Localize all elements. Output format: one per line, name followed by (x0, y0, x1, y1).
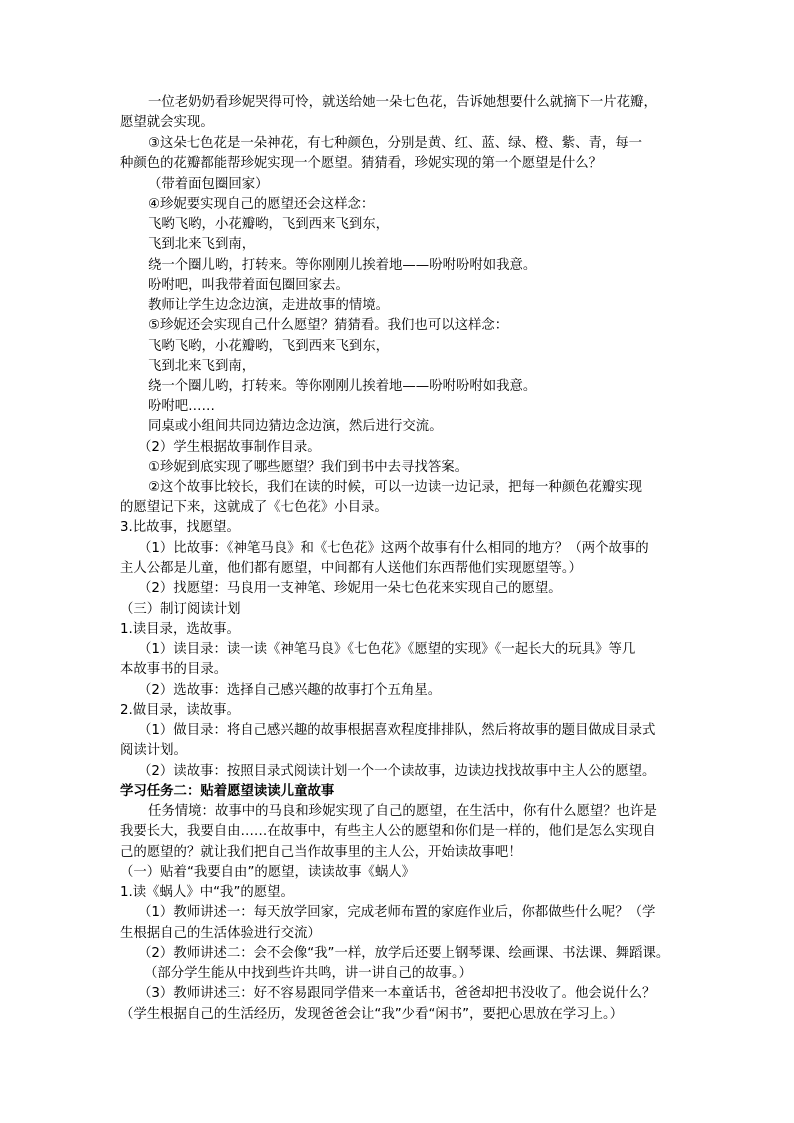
text-line: （2）教师讲述二：会不会像“我”一样，放学后还要上钢琴课、绘画课、书法课、舞蹈课。 (138, 946, 670, 961)
text-line: 飞到北来飞到南， (148, 237, 256, 252)
text-line: （2）找愿望：马良用一支神笔、珍妮用一朵七色花来实现自己的愿望。 (138, 581, 562, 596)
text-line: （学生根据自己的生活经历，发现爸爸会让“我”少看“闲书”，要把心思放在学习上。） (120, 1007, 624, 1022)
text-line: （部分学生能从中找到些许共鸣，讲一讲自己的故事。） (144, 966, 473, 981)
text-line: 绕一个圈儿哟，打转来。等你刚刚儿挨着地——吩咐吩咐如我意。 (148, 379, 537, 394)
text-line: 吩咐吧…… (148, 399, 215, 414)
text-line: （三）制订阅读计划 (120, 602, 241, 617)
text-line: 一位老奶奶看珍妮哭得可怜，就送给她一朵七色花，告诉她想要什么就摘下一片花瓣， (148, 95, 657, 110)
text-line: ③这朵七色花是一朵神花，有七种颜色，分别是黄、红、蓝、绿、橙、紫、青，每一 (148, 136, 643, 151)
section-heading: 学习任务二：贴着愿望读读儿童故事 (120, 784, 335, 799)
text-line: 己的愿望的？就让我们把自己当作故事里的主人公，开始读故事吧！ (120, 845, 522, 860)
text-line: （带着面包圈回家） (148, 177, 269, 192)
text-line: （1）读目录：读一读《神笔马良》《七色花》《愿望的实现》《一起长大的玩具》等几 (138, 642, 636, 657)
text-line: 同桌或小组间共同边猜边念边演，然后进行交流。 (148, 419, 443, 434)
text-line: 3.比故事，找愿望。 (120, 520, 240, 535)
text-line: 任务情境：故事中的马良和珍妮实现了自己的愿望，在生活中，你有什么愿望？也许是 (148, 804, 657, 819)
text-line: ⑤珍妮还会实现自己什么愿望？猜猜看。我们也可以这样念： (148, 318, 509, 333)
text-line: 主人公都是儿童，他们都有愿望，中间都有人送他们东西帮他们实现愿望等。） (120, 561, 582, 576)
text-line: 飞哟飞哟，小花瓣哟，飞到西来飞到东， (148, 339, 390, 354)
text-line: 本故事书的目录。 (120, 662, 228, 677)
text-line: （1）教师讲述一：每天放学回家，完成老师布置的家庭作业后，你都做些什么呢？（学 (138, 905, 656, 920)
text-line: ①珍妮到底实现了哪些愿望？我们到书中去寻找答案。 (148, 460, 468, 475)
text-line: 种颜色的花瓣都能帮珍妮实现一个愿望。猜猜看，珍妮实现的第一个愿望是什么？ (120, 156, 603, 171)
text-line: 1.读目录，选故事。 (120, 622, 240, 637)
text-line: （1）做目录：将自己感兴趣的故事根据喜欢程度排排队，然后将故事的题目做成目录式 (138, 723, 656, 738)
text-line: ④珍妮要实现自己的愿望还会这样念： (148, 197, 375, 212)
text-line: 飞哟飞哟，小花瓣哟，飞到西来飞到东， (148, 217, 390, 232)
text-line: 2.做目录，读故事。 (120, 703, 240, 718)
text-line: 的愿望记下来，这就成了《七色花》小目录。 (120, 500, 388, 515)
text-line: 吩咐吧，叫我带着面包圈回家去。 (148, 278, 349, 293)
text-line: 我要长大，我要自由……在故事中，有些主人公的愿望和你们是一样的，他们是怎么实现自 (120, 824, 656, 839)
text-line: （一）贴着“我要自由”的愿望，读读故事《蜗人》 (120, 865, 416, 880)
text-line: （1）比故事：《神笔马良》和《七色花》这两个故事有什么相同的地方？（两个故事的 (138, 541, 649, 556)
text-line: 阅读计划。 (120, 743, 187, 758)
text-line: 愿望就会实现。 (120, 115, 214, 130)
text-line: 教师让学生边念边演，走进故事的情境。 (148, 298, 390, 313)
text-line: （2）读故事：按照目录式阅读计划一个一个读故事，边读边找找故事中主人公的愿望。 (138, 764, 656, 779)
text-line: 绕一个圈儿哟，打转来。等你刚刚儿挨着地——吩咐吩咐如我意。 (148, 258, 537, 273)
text-line: （2）选故事：选择自己感兴趣的故事打个五角星。 (138, 683, 442, 698)
text-line: ②这个故事比较长，我们在读的时候，可以一边读一边记录，把每一种颜色花瓣实现 (148, 480, 643, 495)
text-line: 飞到北来飞到南， (148, 359, 256, 374)
text-line: （3）教师讲述三：好不容易跟同学借来一本童话书，爸爸却把书没收了。他会说什么？ (138, 986, 656, 1001)
text-line: 生根据自己的生活体验进行交流） (120, 926, 321, 941)
text-line: 1.读《蜗人》中“我”的愿望。 (120, 885, 294, 900)
text-line: （2）学生根据故事制作目录。 (138, 440, 321, 455)
